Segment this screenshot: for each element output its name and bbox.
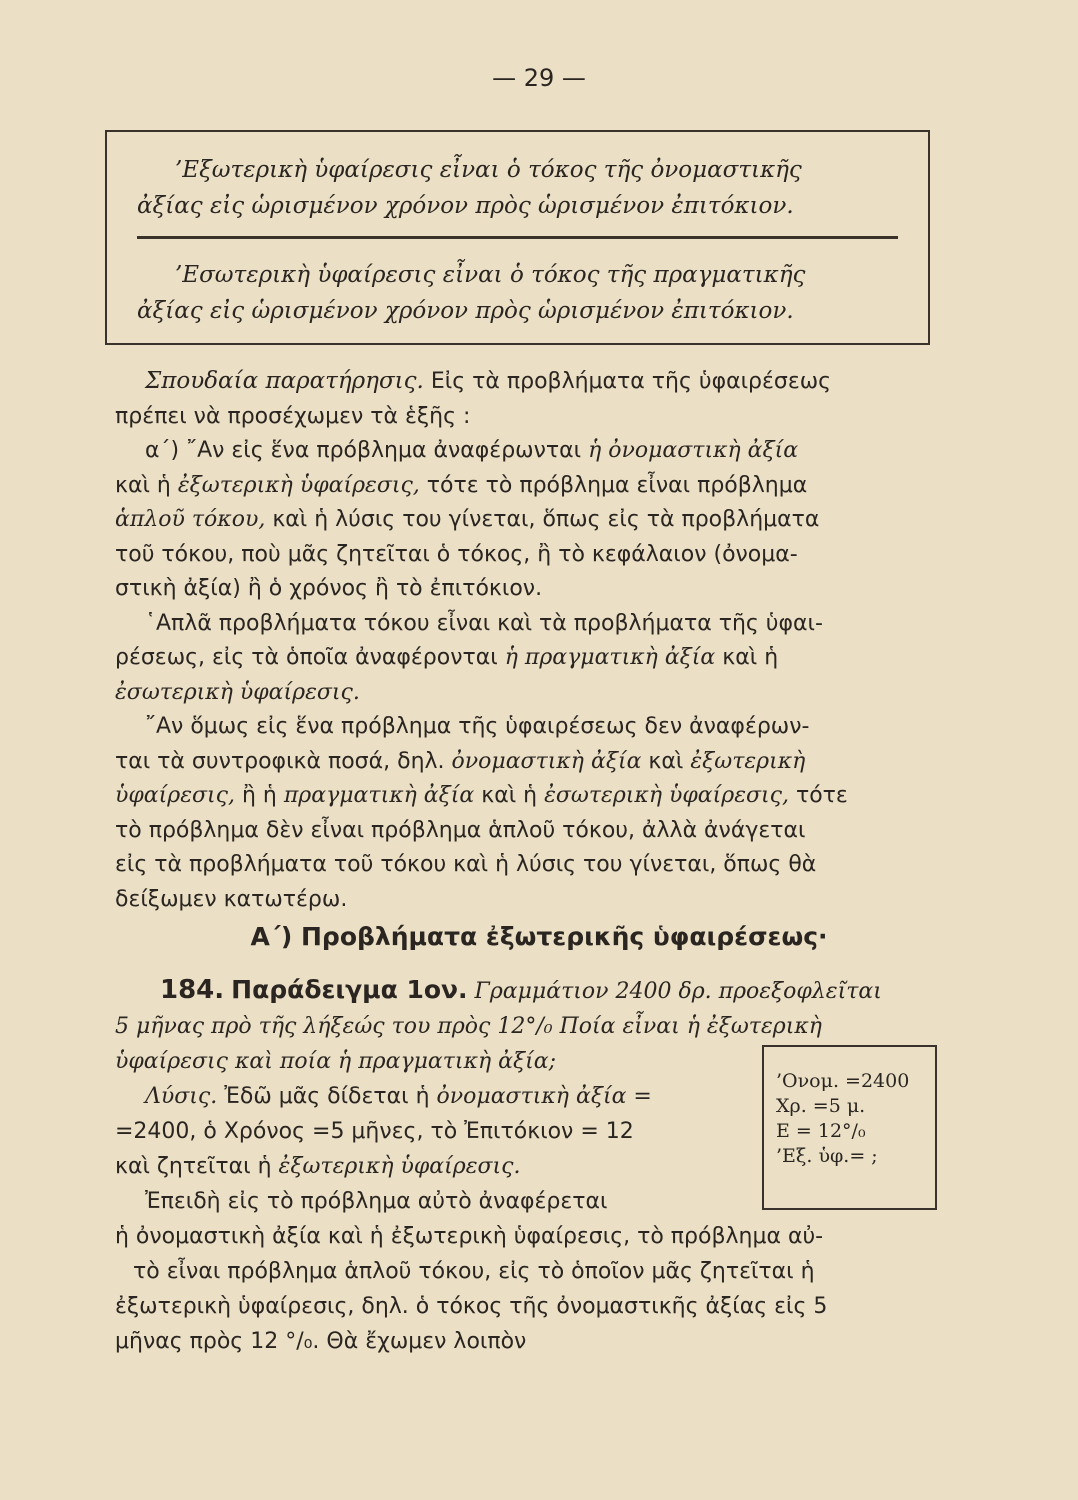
example-question: 184. Παράδειγμα 1ον. Γραμμάτιον 2400 δρ. προεξοφλεῖται [160,975,882,1005]
divider [137,236,898,239]
section-heading: Α΄) Προβλήματα ἐξωτερικῆς ὑφαιρέσεως· [250,922,828,951]
text-line: καὶ ἡ ἐξωτερικὴ ὑφαίρεσις, τότε τὸ πρόβλημα εἶναι πρόβλημα [115,472,808,498]
solution-line: Λύσις. Ἐδῶ μᾶς δίδεται ἡ ὀνομαστικὴ ἀξία = [145,1084,652,1109]
definitions-box [105,130,930,345]
text-line: δείξωμεν κατωτέρω. [115,886,348,912]
text-line: στικὴ ἀξία) ἢ ὁ χρόνος ἢ τὸ ἐπιτόκιον. [115,576,543,601]
text-line: καὶ ζητεῖται ἡ ἐξωτερικὴ ὑφαίρεσις. [115,1154,521,1179]
text-line: ὑφαίρεσις καὶ ποία ἡ πραγματικὴ ἀξία; [115,1049,557,1074]
text-line: ρέσεως, εἰς τὰ ὁποῖα ἀναφέρονται ἡ πραγματικὴ ἀξία καὶ ἡ [115,645,779,670]
text-line: ται τὰ συντροφικὰ ποσά, δηλ. ὀνομαστικὴ ἀξία καὶ ἐξωτερικὴ [115,748,806,774]
given-rate: Ε = 12°/₀ [776,1120,866,1142]
page-number: — 29 — [492,64,586,92]
definition-internal-discount [137,257,908,329]
remark-paragraph: α΄) ῎Αν εἰς ἕνα πρόβλημα ἀναφέρωνται ἡ ὀνομαστικὴ ἀξία [145,438,799,463]
definition-line: ’Εσωτερικὴ ὑφαίρεσις εἶναι ὁ τόκος τῆς πραγματικῆς [175,262,806,288]
text-line: 5 μῆνας πρὸ τῆς λήξεώς του πρὸς 12°/₀ Ποία εἶναι ἡ ἐξωτερικὴ [115,1014,822,1039]
text-line: ὑφαίρεσις, ἢ ἡ πραγματικὴ ἀξία καὶ ἡ ἐσωτερικὴ ὑφαίρεσις, τότε [115,783,848,808]
given-time: Χρ. =5 μ. [776,1095,866,1117]
text-line: τὸ εἶναι πρόβλημα ἁπλοῦ τόκου, εἰς τὸ ὁποῖον μᾶς ζητεῖται ἡ [133,1259,815,1284]
text-line: πρέπει νὰ προσέχωμεν τὰ ἑξῆς : [115,403,471,429]
remark-paragraph: ῾Απλᾶ προβλήματα τόκου εἶναι καὶ τὰ προβλήματα τῆς ὑφαι- [145,610,823,636]
text-line: τὸ πρόβλημα δὲν εἶναι πρόβλημα ἁπλοῦ τόκου, ἀλλὰ ἀνάγεται [115,817,806,843]
given-discount: ’Εξ. ὑφ.= ; [776,1145,878,1167]
given-nominal: ’Ονομ. =2400 [776,1070,910,1092]
text-line: τοῦ τόκου, ποὺ μᾶς ζητεῖται ὁ τόκος, ἢ τὸ κεφάλαιον (ὀνομα- [115,541,798,567]
text-line: Ἐπειδὴ εἰς τὸ πρόβλημα αὐτὸ ἀναφέρεται [145,1189,608,1214]
text-line: ἁπλοῦ τόκου, καὶ ἡ λύσις του γίνεται, ὅπως εἰς τὰ προβλήματα [115,507,820,532]
example-label: Παράδειγμα 1ον. [231,975,468,1004]
definition-line: ἀξίας εἰς ὡρισμένον χρόνον πρὸς ὡρισμένον ἐπιτόκιον. [137,298,794,324]
text-line: μῆνας πρὸς 12 °/₀. Θὰ ἔχωμεν λοιπὸν [115,1329,527,1354]
example-number: 184. [160,975,225,1005]
remark-paragraph: ῎Αν ὅμως εἰς ἕνα πρόβλημα τῆς ὑφαιρέσεως δεν ἀναφέρων- [145,714,810,739]
definition-external-discount [137,152,908,224]
remark-label: Σπουδαία παρατήρησις. [145,368,424,394]
definition-line: ’Εξωτερικὴ ὑφαίρεσις εἶναι ὁ τόκος τῆς ὀνομαστικῆς [175,157,802,183]
text-line: ἐξωτερικὴ ὑφαίρεσις, δηλ. ὁ τόκος τῆς ὀνομαστικῆς ἀξίας εἰς 5 [115,1294,828,1319]
text-line: =2400, ὁ Χρόνος =5 μῆνες, τὸ Ἐπιτόκιον = 12 [115,1119,634,1144]
text-line: εἰς τὰ προβλήματα τοῦ τόκου καὶ ἡ λύσις του γίνεται, ὅπως θὰ [115,852,817,877]
remark-section [115,364,945,917]
text-line: ἐσωτερικὴ ὑφαίρεσις. [115,679,360,705]
definition-line: ἀξίας εἰς ὡρισμένον χρόνον πρὸς ὡρισμένον ἐπιτόκιον. [137,193,794,219]
remark-paragraph: Σπουδαία παρατήρησις. Εἰς τὰ προβλήματα τῆς ὑφαιρέσεως [145,368,832,394]
givens-box [762,1045,937,1210]
text-line: ἡ ὀνομαστικὴ ἀξία καὶ ἡ ἐξωτερικὴ ὑφαίρεσις, τὸ πρόβλημα αὐ- [115,1224,824,1249]
solution-label: Λύσις. [145,1084,218,1109]
